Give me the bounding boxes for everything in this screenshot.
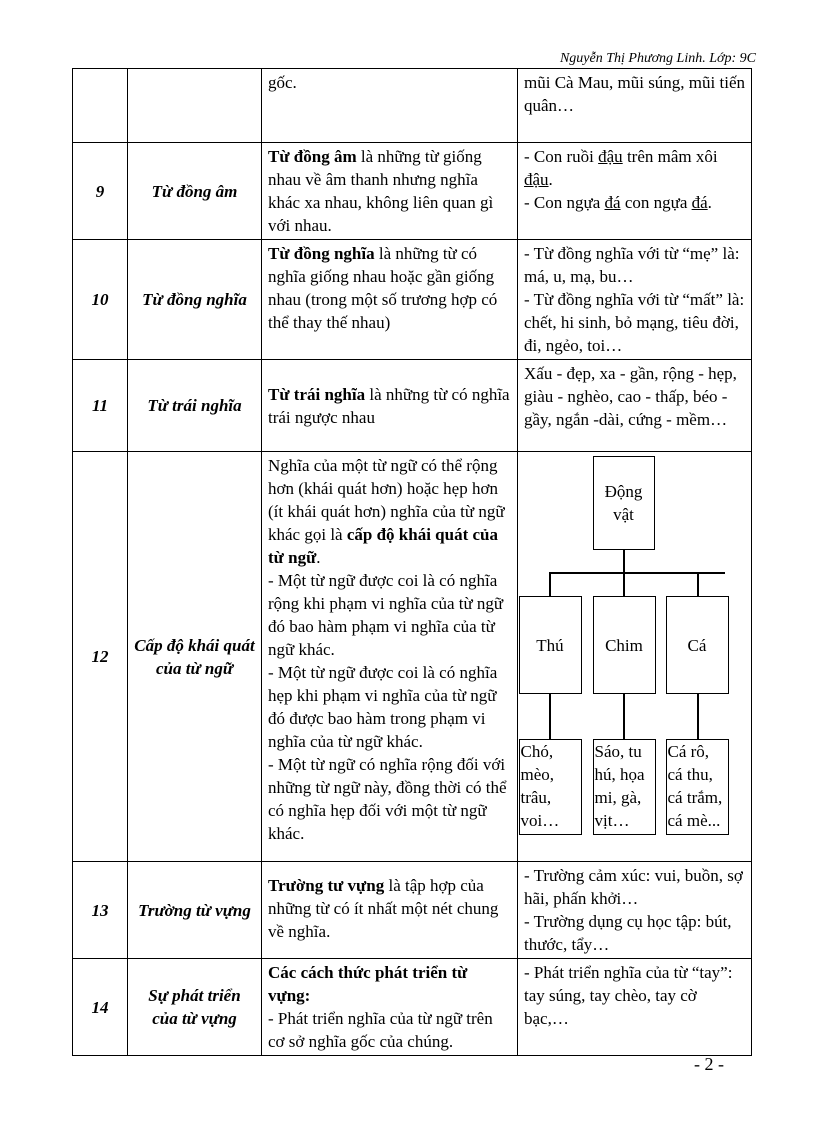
- table-row: [73, 69, 752, 143]
- row-number: 13: [73, 862, 128, 959]
- table-row: [73, 959, 752, 1056]
- row-term: Từ đồng nghĩa: [128, 240, 262, 360]
- diagram-node-ca: Cá: [666, 596, 729, 694]
- row-number: 9: [73, 143, 128, 240]
- row-definition: gốc.: [262, 69, 518, 143]
- row-definition: Từ trái nghĩa là những từ có nghĩa trái ngược nhau: [262, 360, 518, 452]
- connector: [623, 693, 625, 739]
- row-number: 10: [73, 240, 128, 360]
- row-number: 11: [73, 360, 128, 452]
- row-example: - Từ đồng nghĩa với từ “mẹ” là: má, u, mạ, bu… - Từ đồng nghĩa với từ “mất” là: chết, hi sinh, bỏ mạng, tiêu đời, đi, ngẻo, toi…: [518, 240, 752, 360]
- diagram-leaf-thu: Chó, mèo, trâu, voi…: [519, 739, 582, 835]
- row-term: Từ trái nghĩa: [128, 360, 262, 452]
- row-definition: Trường tư vựng là tập hợp của những từ có ít nhất một nét chung về nghĩa.: [262, 862, 518, 959]
- table-row: [73, 862, 752, 959]
- connector: [623, 549, 625, 573]
- row-term: Trường từ vựng: [128, 862, 262, 959]
- vocabulary-table: [72, 68, 752, 1056]
- connector: [549, 693, 551, 739]
- table-row: [73, 240, 752, 360]
- row-example: - Con ruồi đậu trên mâm xôi đậu. - Con ngựa đá con ngựa đá.: [518, 143, 752, 240]
- page-number: - 2 -: [694, 1054, 724, 1074]
- row-term: Sự phát triển của từ vựng: [128, 959, 262, 1056]
- diagram-leaf-chim: Sáo, tu hú, họa mi, gà, vịt…: [593, 739, 656, 835]
- diagram-leaf-ca: Cá rô, cá thu, cá trắm, cá mè...: [666, 739, 729, 835]
- row-example: mũi Cà Mau, mũi súng, mũi tiến quân…: [518, 69, 752, 143]
- page-header: Nguyễn Thị Phương Linh. Lớp: 9C: [559, 51, 756, 66]
- diagram-node-thu: Thú: [519, 596, 582, 694]
- row-number: 12: [73, 452, 128, 862]
- row-definition: Các cách thức phát triển từ vựng: - Phát triển nghĩa của từ ngữ trên cơ sở nghĩa gốc của chúng.: [262, 959, 518, 1056]
- connector: [549, 572, 551, 596]
- table-row: [73, 143, 752, 240]
- connector: [697, 572, 699, 596]
- row-definition: Từ đồng nghĩa là những từ có nghĩa giống nhau hoặc gần giống nhau (trong một số trương hợp có thể thay thế nhau): [262, 240, 518, 360]
- row-definition: Từ đồng âm là những từ giống nhau về âm thanh nhưng nghĩa khác xa nhau, không liên quan gì với nhau.: [262, 143, 518, 240]
- row-example: [518, 452, 752, 862]
- hierarchy-diagram: [519, 452, 751, 856]
- row-number: 14: [73, 959, 128, 1056]
- connector: [623, 572, 625, 596]
- row-example: Xấu - đẹp, xa - gần, rộng - hẹp, giàu - nghèo, cao - thấp, béo - gầy, ngắn -dài, cứng - mềm…: [518, 360, 752, 452]
- row-example: - Phát triển nghĩa của từ “tay”: tay súng, tay chèo, tay cờ bạc,…: [518, 959, 752, 1056]
- row-term: [128, 69, 262, 143]
- diagram-root: Động vật: [593, 456, 655, 550]
- row-number: [73, 69, 128, 143]
- row-example: - Trường cảm xúc: vui, buồn, sợ hãi, phấn khởi… - Trường dụng cụ học tập: bút, thước, tẩy…: [518, 862, 752, 959]
- diagram-node-chim: Chim: [593, 596, 656, 694]
- connector: [697, 693, 699, 739]
- table-row: [73, 360, 752, 452]
- row-term: Từ đồng âm: [128, 143, 262, 240]
- row-term: Cấp độ khái quát của từ ngữ: [128, 452, 262, 862]
- table-row: [73, 452, 752, 862]
- row-definition: Nghĩa của một từ ngữ có thể rộng hơn (khái quát hơn) hoặc hẹp hơn (ít khái quát hơn) nghĩa của từ ngữ khác gọi là cấp độ khái quát của từ ngữ. - Một từ ngữ được coi là có nghĩa rộng khi phạm vi nghĩa của từ ngữ đó bao hàm phạm vi nghĩa của từ ngữ khác. - Một từ ngữ được coi là có nghĩa hẹp khi phạm vi nghĩa của từ ngữ đó được bao hàm trong phạm vi nghĩa của từ ngữ khác. - Một từ ngữ có nghĩa rộng đối với những từ ngữ này, đồng thời có thể có nghĩa hẹp đối với một từ ngữ khác.: [262, 452, 518, 862]
